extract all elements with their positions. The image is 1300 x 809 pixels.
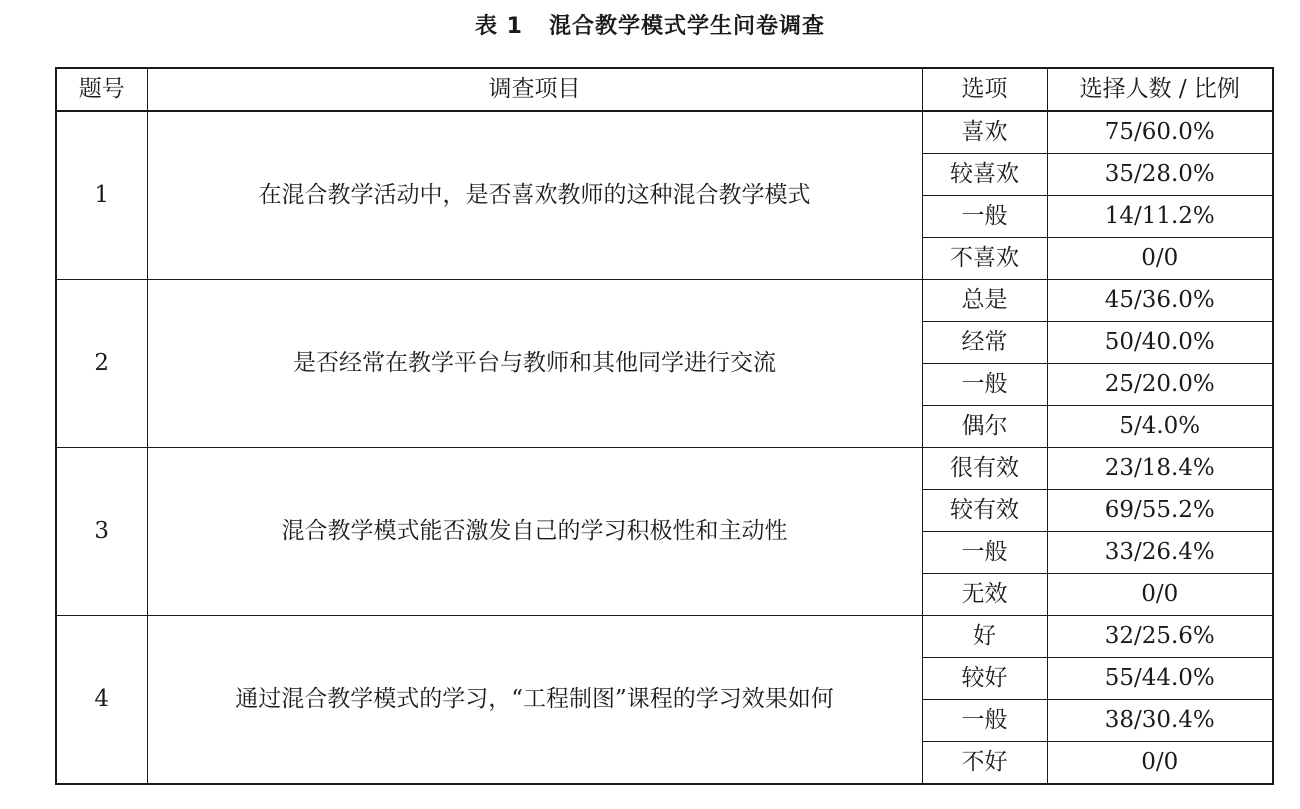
table-number: 表 1 xyxy=(475,13,523,39)
option-label: 偶尔 xyxy=(922,406,1047,448)
option-label: 一般 xyxy=(922,364,1047,406)
option-value: 0/0 xyxy=(1047,742,1273,785)
question-number: 3 xyxy=(56,448,147,616)
option-value: 38/30.4% xyxy=(1047,700,1273,742)
table-row xyxy=(56,616,1273,658)
option-label: 不喜欢 xyxy=(922,238,1047,280)
option-value: 50/40.0% xyxy=(1047,322,1273,364)
option-label: 一般 xyxy=(922,532,1047,574)
option-label: 较有效 xyxy=(922,490,1047,532)
option-value: 0/0 xyxy=(1047,574,1273,616)
header-count-ratio: 选择人数 / 比例 xyxy=(1047,68,1273,111)
option-value: 33/26.4% xyxy=(1047,532,1273,574)
option-value: 75/60.0% xyxy=(1047,111,1273,154)
option-value: 25/20.0% xyxy=(1047,364,1273,406)
header-survey-item: 调查项目 xyxy=(147,68,922,111)
option-value: 45/36.0% xyxy=(1047,280,1273,322)
question-text: 在混合教学活动中，是否喜欢教师的这种混合教学模式 xyxy=(147,111,922,280)
option-value: 14/11.2% xyxy=(1047,196,1273,238)
option-label: 较喜欢 xyxy=(922,154,1047,196)
table-row xyxy=(56,280,1273,322)
option-value: 0/0 xyxy=(1047,238,1273,280)
option-label: 很有效 xyxy=(922,448,1047,490)
table-row xyxy=(56,448,1273,490)
option-value: 35/28.0% xyxy=(1047,154,1273,196)
table-row xyxy=(56,111,1273,154)
option-label: 一般 xyxy=(922,700,1047,742)
option-value: 32/25.6% xyxy=(1047,616,1273,658)
option-value: 23/18.4% xyxy=(1047,448,1273,490)
option-value: 69/55.2% xyxy=(1047,490,1273,532)
option-label: 好 xyxy=(922,616,1047,658)
question-number: 2 xyxy=(56,280,147,448)
question-text: 是否经常在教学平台与教师和其他同学进行交流 xyxy=(147,280,922,448)
option-label: 一般 xyxy=(922,196,1047,238)
table-caption xyxy=(0,6,1300,42)
question-text: 通过混合教学模式的学习，“工程制图”课程的学习效果如何 xyxy=(147,616,922,785)
header-row xyxy=(56,68,1273,111)
option-label: 经常 xyxy=(922,322,1047,364)
option-label: 不好 xyxy=(922,742,1047,785)
option-value: 5/4.0% xyxy=(1047,406,1273,448)
option-value: 55/44.0% xyxy=(1047,658,1273,700)
question-number: 4 xyxy=(56,616,147,785)
option-label: 喜欢 xyxy=(922,111,1047,154)
option-label: 无效 xyxy=(922,574,1047,616)
option-label: 较好 xyxy=(922,658,1047,700)
header-question-number: 题号 xyxy=(56,68,147,111)
question-text: 混合教学模式能否激发自己的学习积极性和主动性 xyxy=(147,448,922,616)
option-label: 总是 xyxy=(922,280,1047,322)
survey-table xyxy=(55,67,1274,785)
header-option: 选项 xyxy=(922,68,1047,111)
table-title: 混合教学模式学生问卷调查 xyxy=(548,13,825,39)
question-number: 1 xyxy=(56,111,147,280)
